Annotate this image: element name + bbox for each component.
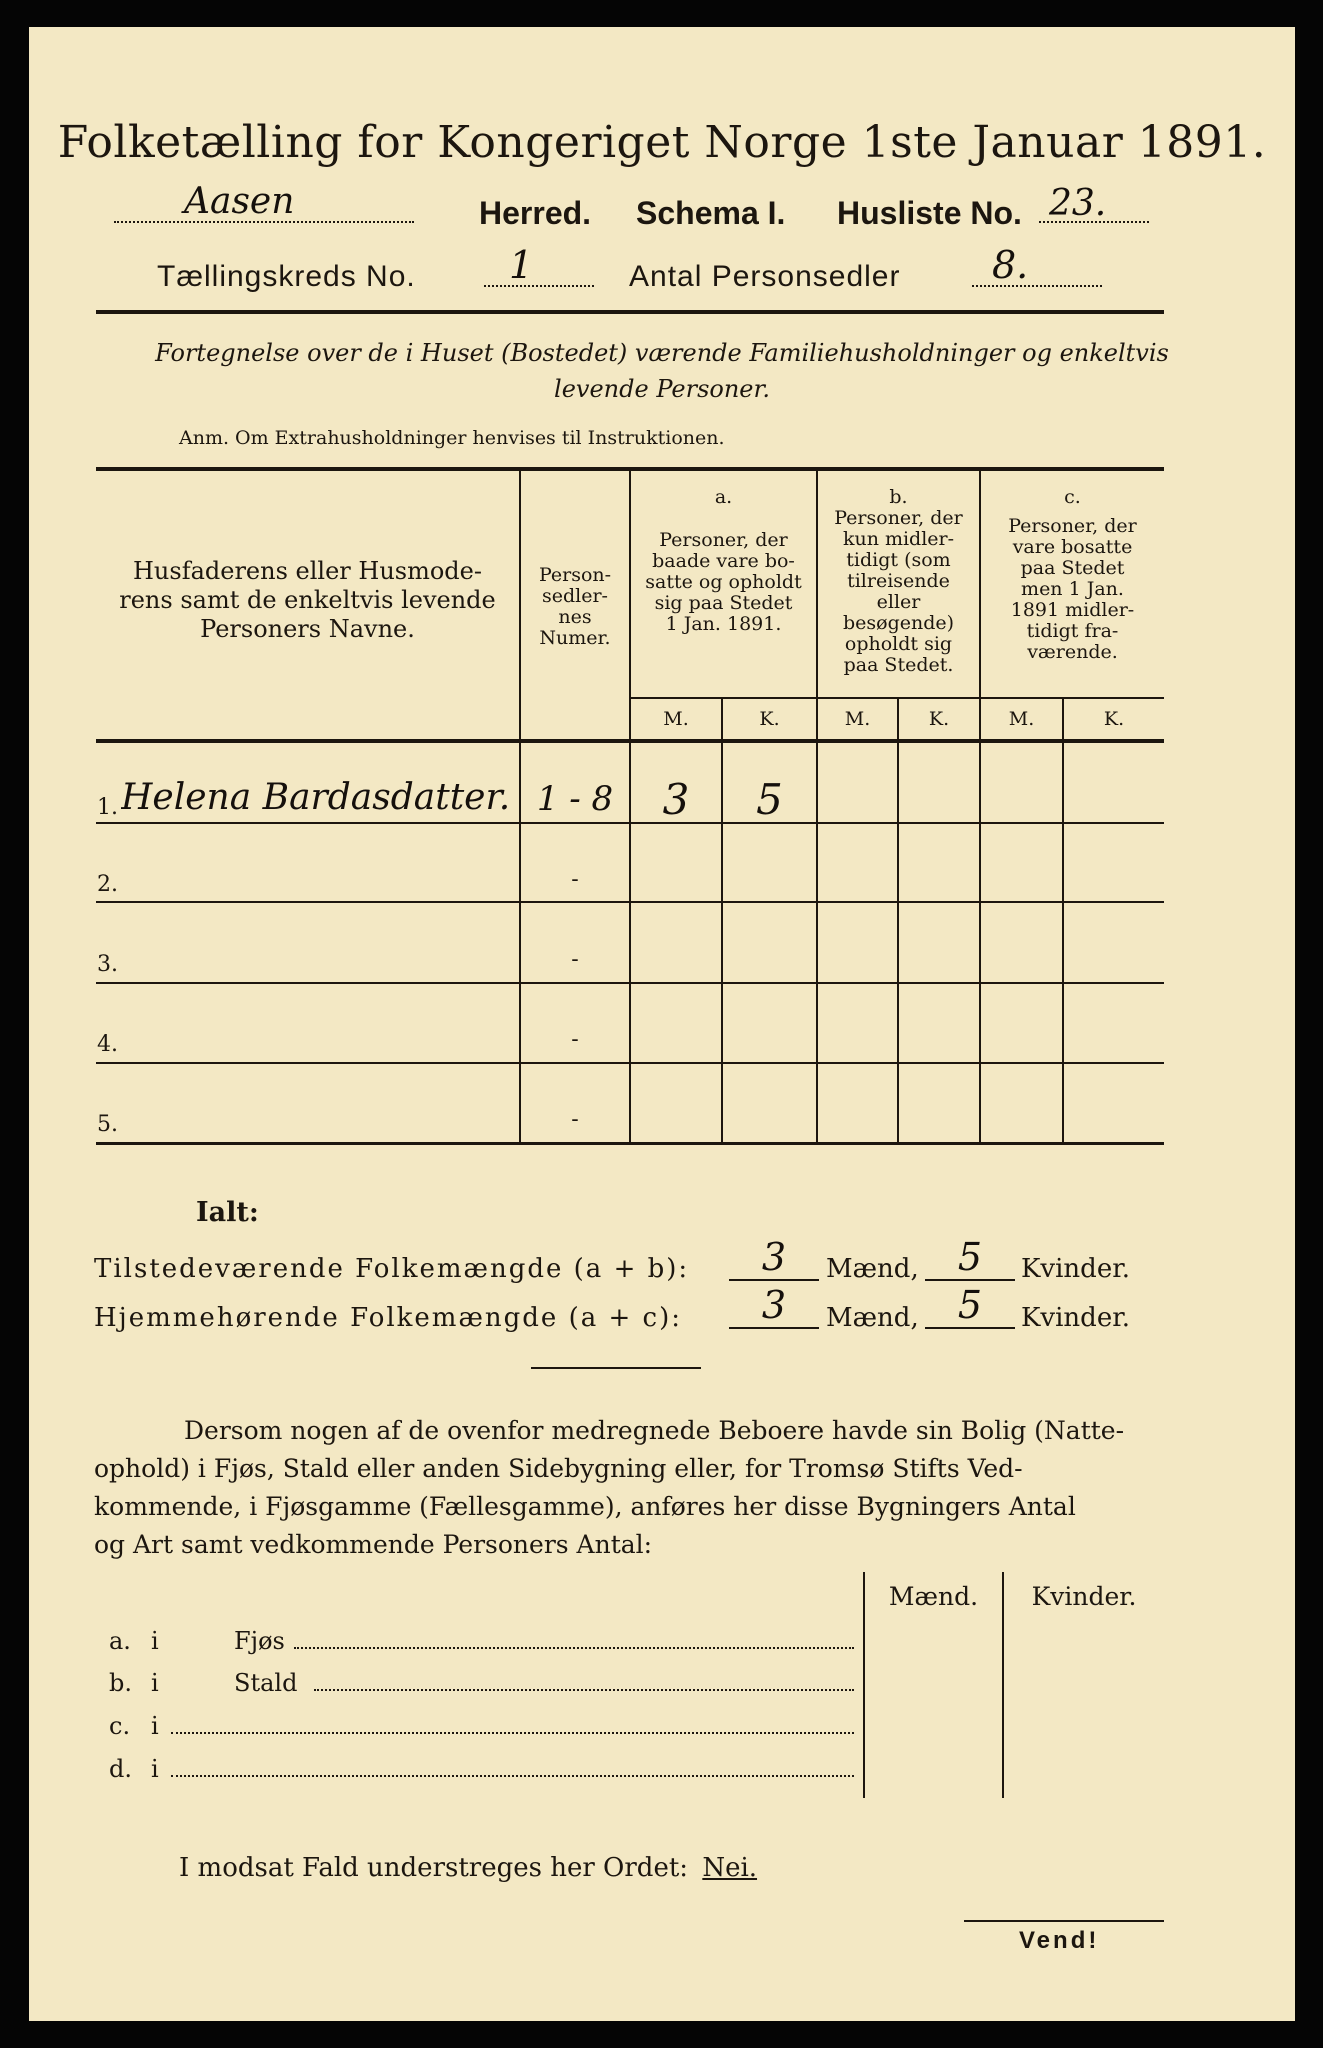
- col-b-line: Personer, der: [834, 507, 963, 529]
- col-header-a: [631, 487, 816, 635]
- para-line: kommende, i Fjøsgamme (Fællesgamme), anføres her disse Bygningers Antal: [94, 1492, 1076, 1521]
- col-c-line: vare bosatte: [1012, 536, 1133, 558]
- row-number: 4.: [97, 1032, 118, 1057]
- col-header-names: [96, 557, 519, 644]
- table-vline: [1062, 699, 1064, 1142]
- tilstede-maend: Mænd,: [826, 1254, 919, 1284]
- buildings-kvinder-header: Kvinder.: [1031, 1582, 1137, 1611]
- modsat-label: I modsat Fald understreges her Ordet:: [179, 1853, 689, 1883]
- col-b-letter: b.: [889, 486, 908, 508]
- row-person-num: -: [571, 947, 579, 972]
- hjemme-m-value: 3: [761, 1283, 787, 1327]
- hjemme-label: Hjemmehørende Folkemængde (a + c):: [94, 1303, 682, 1333]
- col-b-line: besøgende): [842, 612, 955, 634]
- kreds-value: 1: [509, 243, 534, 287]
- herred-field: [114, 181, 414, 227]
- modsat-word: Nei.: [702, 1853, 758, 1883]
- mk-rule: [631, 697, 1164, 699]
- building-i: i: [151, 1755, 159, 1783]
- hjemme-m-field: [729, 1283, 819, 1327]
- hjemme-k-field: [925, 1283, 1015, 1327]
- intro-line1: Fortegnelse over de i Huset (Bostedet) værende Familiehusholdninger og enkeltvis: [155, 339, 1169, 367]
- col-c-line: 1891 midler-: [1010, 599, 1135, 621]
- col-a-line: sig paa Stedet: [654, 592, 793, 614]
- field-underline: [925, 1279, 1015, 1281]
- building-letter: c.: [109, 1712, 131, 1740]
- col-b-line: paa Stedet.: [843, 654, 954, 676]
- row-number: 2.: [97, 872, 118, 897]
- building-letter: d.: [109, 1755, 132, 1783]
- dotted-leader: [171, 1775, 854, 1777]
- col-c-line: værende.: [1027, 641, 1118, 663]
- row-name: Helena Bardasdatter.: [121, 777, 511, 818]
- c-m-header: M.: [1008, 708, 1035, 730]
- col-c-line: paa Stedet: [1020, 557, 1125, 579]
- col-name-line: rens samt de enkeltvis levende: [119, 586, 496, 614]
- buildings-paragraph: [94, 1412, 1164, 1564]
- col-c-line: Personer, der: [1008, 515, 1137, 537]
- census-form: [29, 27, 1295, 2021]
- tilstede-label: Tilstedeværende Folkemængde (a + b):: [94, 1254, 690, 1284]
- row-rule: [96, 822, 1164, 824]
- building-label: Stald: [234, 1669, 298, 1697]
- vend-label: Vend!: [1019, 1927, 1100, 1954]
- building-letter: b.: [109, 1669, 132, 1697]
- row-number: 3.: [97, 952, 118, 977]
- table-vline: [721, 699, 723, 1142]
- col-header-b: [818, 487, 979, 676]
- dotted-leader: [171, 1732, 854, 1734]
- col-a-line: Personer, der: [659, 529, 788, 551]
- ialt-label: Ialt:: [196, 1197, 259, 1228]
- husliste-label: Husliste No.: [837, 195, 1022, 231]
- para-line: ophold) i Fjøs, Stald eller anden Sidebygning eller, for Tromsø Stifts Ved-: [94, 1454, 1023, 1483]
- hjemme-k-value: 5: [957, 1283, 983, 1327]
- a-m-header: M.: [663, 708, 689, 730]
- c-k-header: K.: [1103, 708, 1125, 730]
- table-bottom-rule: [96, 1142, 1164, 1145]
- col-num-line: Person-: [538, 564, 612, 586]
- building-letter: a.: [109, 1627, 131, 1655]
- row-person-num: -: [571, 867, 579, 892]
- b-m-header: M.: [844, 708, 871, 730]
- tilstede-m-value: 3: [761, 1235, 787, 1279]
- para-line: og Art samt vedkommende Personers Antal:: [94, 1530, 653, 1559]
- field-underline: [729, 1327, 819, 1329]
- hjemme-maend: Mænd,: [826, 1303, 919, 1333]
- col-a-line: baade vare bo-: [652, 550, 795, 572]
- field-underline: [925, 1327, 1015, 1329]
- building-i: i: [151, 1669, 159, 1697]
- schema-label: Schema I.: [636, 195, 786, 231]
- col-num-line: sedler-: [542, 585, 608, 607]
- tilstede-k-field: [925, 1235, 1015, 1279]
- col-a-line: 1 Jan. 1891.: [665, 613, 782, 635]
- kreds-field: [484, 243, 594, 289]
- col-b-line: kun midler-: [842, 528, 955, 550]
- col-num-line: Numer.: [539, 627, 611, 649]
- row-rule: [96, 1062, 1164, 1064]
- para-line: Dersom nogen af de ovenfor medregnede Beboere havde sin Bolig (Natte-: [184, 1416, 1125, 1445]
- row-person-num: -: [571, 1027, 579, 1052]
- hjemme-kvinder: Kvinder.: [1021, 1303, 1131, 1333]
- col-header-c: [981, 487, 1164, 663]
- section-divider: [531, 1367, 701, 1369]
- b-k-header: K.: [928, 708, 950, 730]
- col-header-num: [521, 565, 629, 649]
- building-label: Fjøs: [234, 1627, 285, 1655]
- building-i: i: [151, 1712, 159, 1740]
- building-i: i: [151, 1627, 159, 1655]
- field-underline: [729, 1279, 819, 1281]
- row-rule: [96, 901, 1164, 903]
- header-rule: [96, 310, 1164, 314]
- col-c-line: tidigt fra-: [1026, 620, 1119, 642]
- antal-field: [972, 243, 1102, 289]
- row-number: 5.: [97, 1112, 118, 1137]
- antal-label: Antal Personsedler: [629, 260, 901, 293]
- antal-value: 8.: [992, 243, 1029, 287]
- dotted-leader: [294, 1647, 854, 1649]
- row-a-m: 3: [662, 775, 690, 824]
- tilstede-kvinder: Kvinder.: [1021, 1254, 1131, 1284]
- col-name-line: Personers Navne.: [200, 615, 415, 643]
- col-b-line: tilreisende: [847, 570, 950, 592]
- tilstede-k-value: 5: [957, 1235, 983, 1279]
- row-person-num: 1 - 8: [536, 779, 614, 819]
- col-b-line: tidigt (som: [846, 549, 951, 571]
- intro-line2: levende Personer.: [554, 375, 770, 403]
- anm-note: Anm. Om Extrahusholdninger henvises til Instruktionen.: [179, 427, 725, 449]
- buildings-maend-header: Mænd.: [888, 1582, 979, 1611]
- col-c-line: men 1 Jan.: [1021, 578, 1124, 600]
- vend-rule: [964, 1920, 1164, 1922]
- row-number: 1.: [97, 795, 118, 820]
- col-name-line: Husfaderens eller Husmode-: [133, 557, 482, 585]
- col-c-letter: c.: [1064, 486, 1081, 508]
- table-vline: [897, 699, 899, 1142]
- herred-label: Herred.: [479, 195, 592, 231]
- row-a-k: 5: [756, 775, 783, 824]
- dotted-leader: [314, 1689, 854, 1691]
- row-person-num: -: [571, 1107, 579, 1132]
- husliste-field: [1039, 183, 1149, 227]
- herred-value: Aasen: [184, 181, 295, 222]
- col-a-line: satte og opholdt: [645, 571, 802, 593]
- husliste-value: 23.: [1049, 183, 1107, 224]
- col-a-letter: a.: [714, 486, 733, 508]
- row-rule: [96, 982, 1164, 984]
- col-num-line: nes: [558, 606, 592, 628]
- modsat-line: [179, 1853, 757, 1883]
- kreds-label: Tællingskreds No.: [157, 260, 416, 293]
- a-k-header: K.: [759, 708, 780, 730]
- form-title: Folketælling for Kongeriget Norge 1ste Januar 1891.: [57, 117, 1267, 168]
- tilstede-m-field: [729, 1235, 819, 1279]
- col-b-line: opholdt sig: [844, 633, 953, 655]
- col-b-line: eller: [876, 591, 921, 613]
